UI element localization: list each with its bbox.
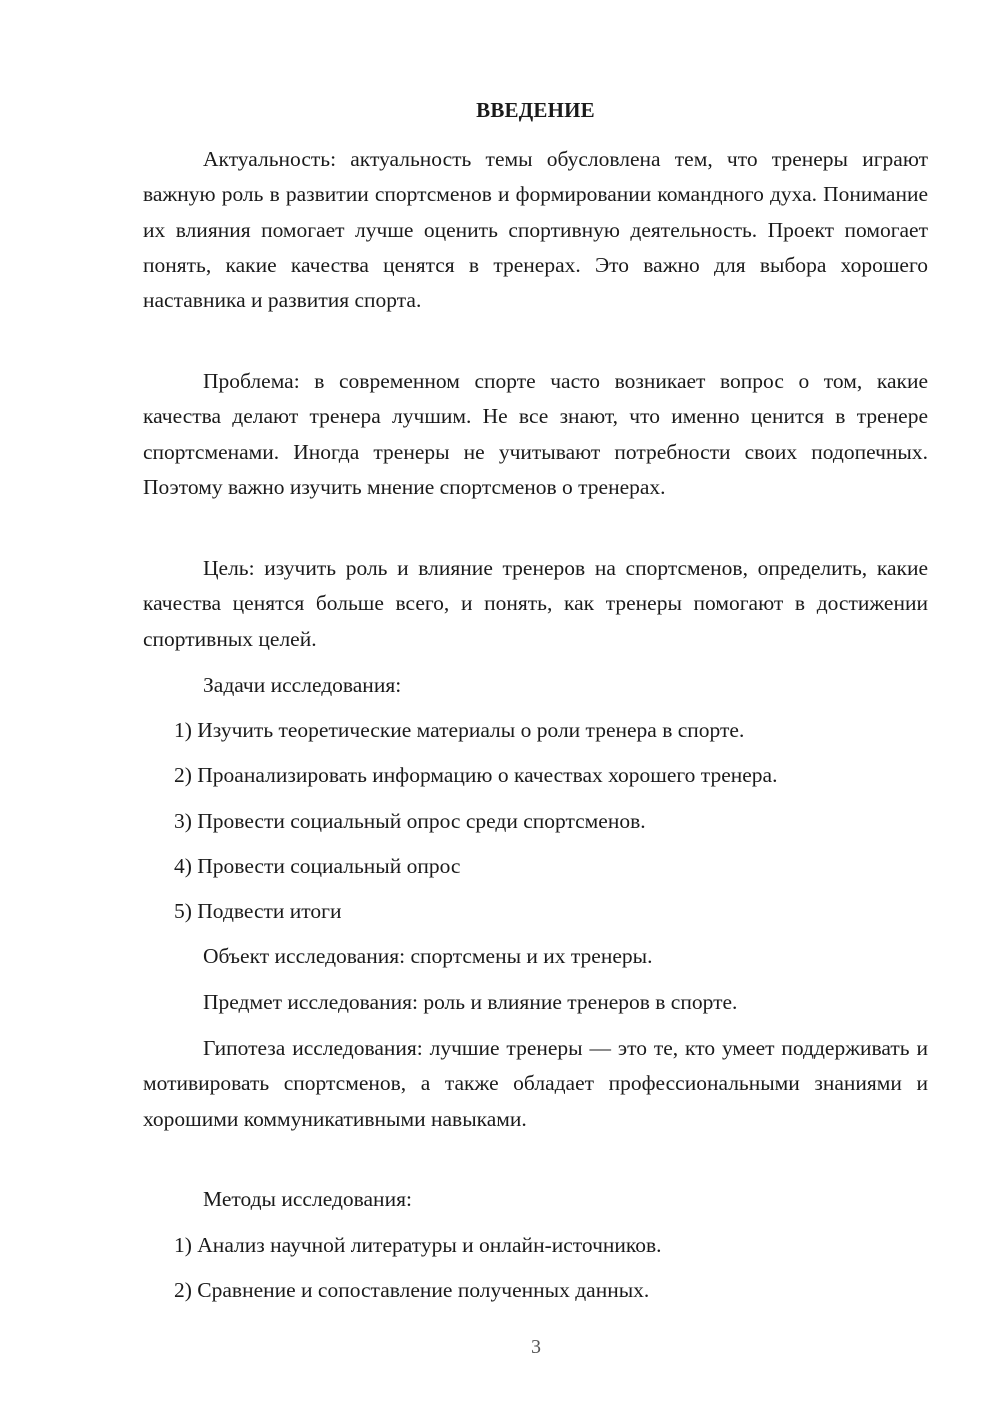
methods-heading: Методы исследования: bbox=[203, 1187, 412, 1211]
task-item: 1) Изучить теоретические материалы о роли тренера в спорте. bbox=[174, 718, 745, 742]
tasks-heading: Задачи исследования: bbox=[203, 673, 402, 697]
paragraph-subject: Предмет исследования: роль и влияние тренеров в спорте. bbox=[203, 990, 738, 1014]
paragraph-relevance: Актуальность: актуальность темы обусловлена тем, что тренеры играют важную роль в развитии спортсменов и формировании командного духа. Понимание их влияния помогает лучше оценить спортивную деятельность. Проект помогает понять, какие качества ценятся в тренерах. Это важно для выбора хорошего наставника и развития спорта. bbox=[143, 147, 928, 313]
method-item: 1) Анализ научной литературы и онлайн-источников. bbox=[174, 1233, 662, 1257]
task-item: 3) Провести социальный опрос среди спортсменов. bbox=[174, 809, 646, 833]
method-item: 2) Сравнение и сопоставление полученных данных. bbox=[174, 1278, 650, 1302]
paragraph-goal: Цель: изучить роль и влияние тренеров на спортсменов, определить, какие качества ценятся больше всего, и понять, как тренеры помогают в достижении спортивных целей. bbox=[143, 556, 928, 651]
paragraph-hypothesis: Гипотеза исследования: лучшие тренеры — это те, кто умеет поддерживать и мотивировать спортсменов, а также обладает профессиональными знаниями и хорошими коммуникативными навыками. bbox=[143, 1036, 928, 1131]
task-item: 4) Провести социальный опрос bbox=[174, 854, 461, 878]
paragraph-problem: Проблема: в современном спорте часто возникает вопрос о том, какие качества делают тренера лучшим. Не все знают, что именно ценится в тренере спортсменами. Иногда тренеры не учитывают потребности своих подопечных. Поэтому важно изучить мнение спортсменов о тренерах. bbox=[143, 369, 928, 499]
task-item: 5) Подвести итоги bbox=[174, 899, 342, 923]
task-item: 2) Проанализировать информацию о качествах хорошего тренера. bbox=[174, 763, 778, 787]
paragraph-object: Объект исследования: спортсмены и их тренеры. bbox=[203, 944, 653, 968]
page-number: 3 bbox=[531, 1336, 541, 1358]
page-title: ВВЕДЕНИЕ bbox=[476, 98, 595, 122]
